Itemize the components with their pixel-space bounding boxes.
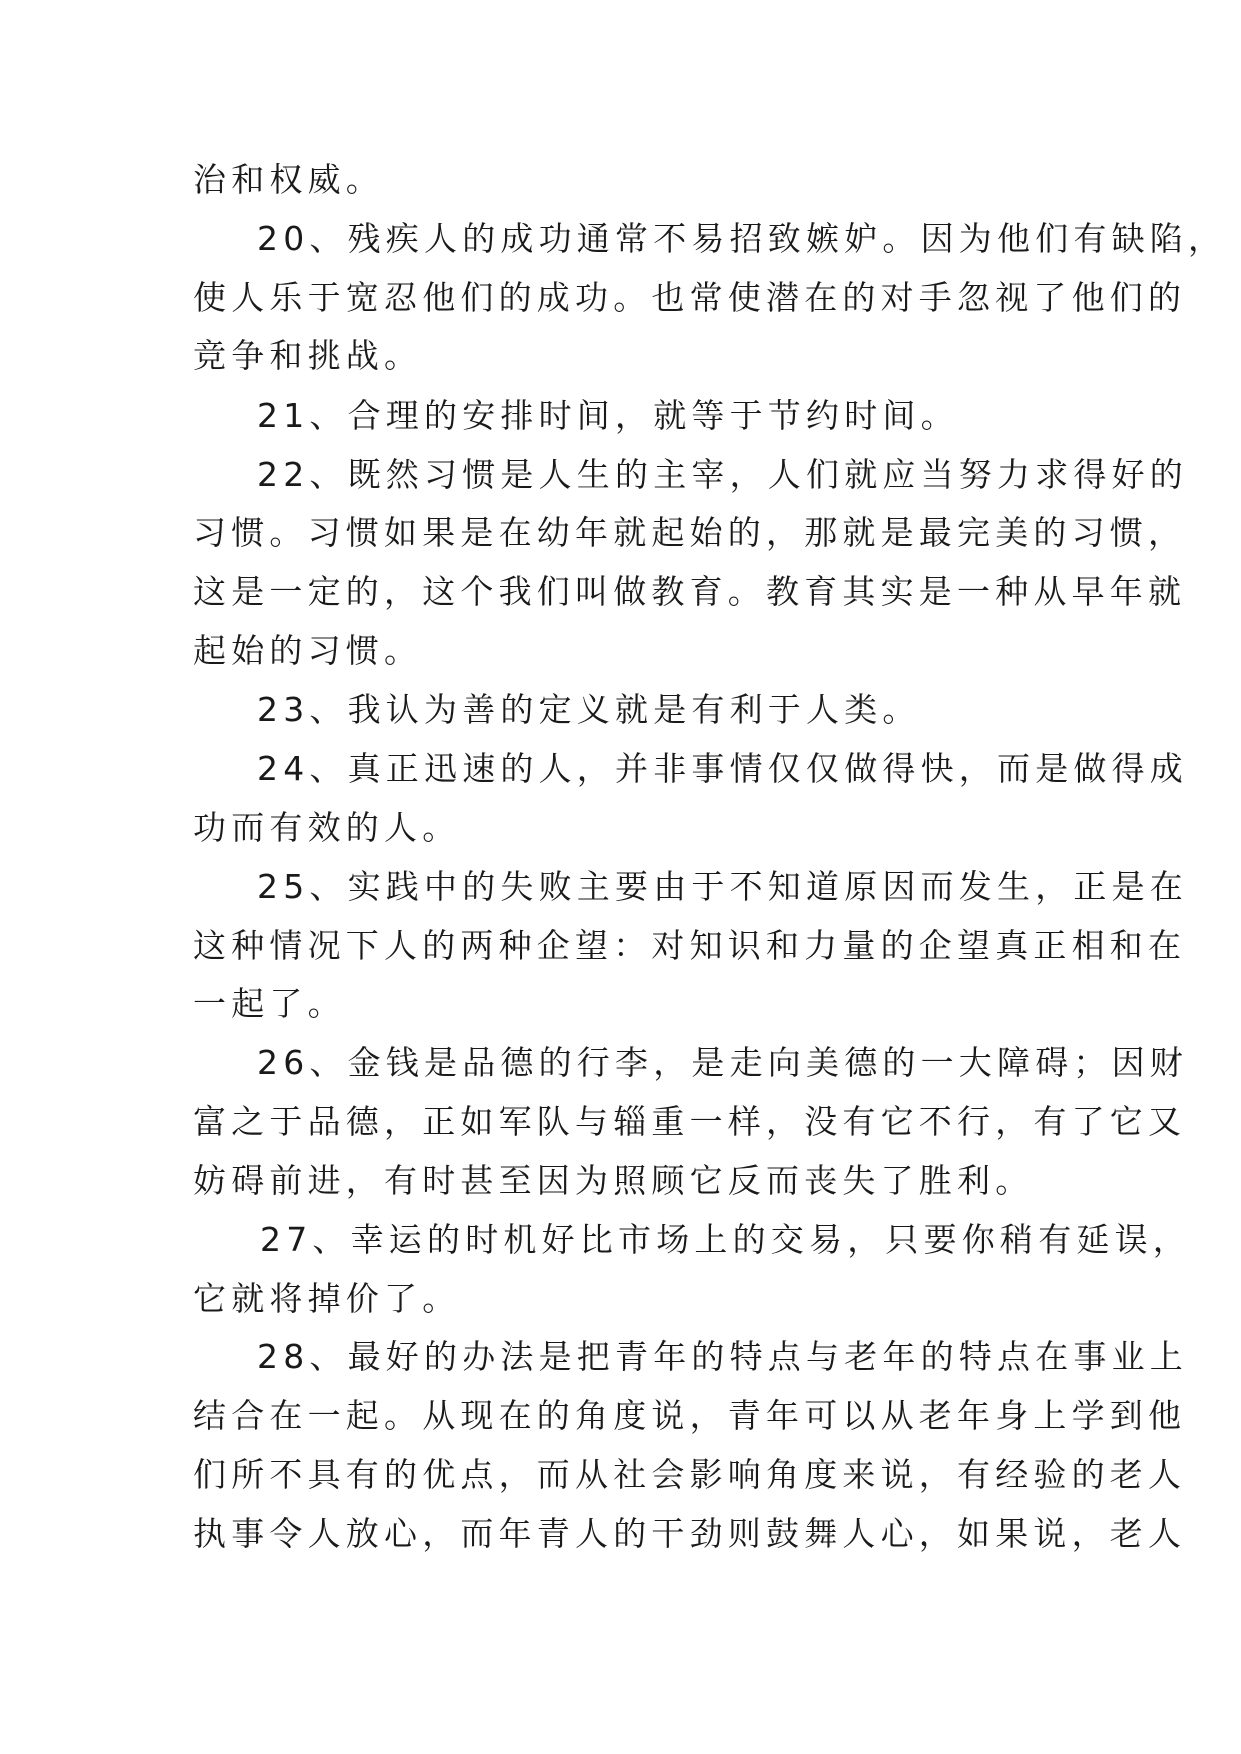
text-line: 妨碍前进，有时甚至因为照顾它反而丧失了胜利。 [193,1161,1034,1200]
paragraph-start-25: 25、实践中的失败主要由于不知道原因而发生，正是在 [257,867,1188,906]
text-line: 使人乐于宽忍他们的成功。也常使潜在的对手忽视了他们的 [193,278,1187,317]
text-line: 起始的习惯。 [193,631,423,670]
paragraph-start-28: 28、最好的办法是把青年的特点与老年的特点在事业上 [257,1337,1188,1376]
text-line: 功而有效的人。 [193,808,461,847]
paragraph-start-27: 27、幸运的时机好比市场上的交易，只要你稍有延误， [260,1220,1191,1259]
text-line: 结合在一起。从现在的角度说，青年可以从老年身上学到他 [193,1396,1187,1435]
text-line: 竞争和挑战。 [193,336,423,375]
text-line: 治和权威。 [193,160,384,199]
text-line: 它就将掉价了。 [193,1279,461,1318]
text-line: 一起了。 [193,984,346,1023]
paragraph-start-20: 20、残疾人的成功通常不易招致嫉妒。因为他们有缺陷， [257,219,1227,258]
text-line: 们所不具有的优点，而从社会影响角度来说，有经验的老人 [193,1455,1187,1494]
paragraph-start-23: 23、我认为善的定义就是有利于人类。 [257,690,921,729]
text-line: 这是一定的，这个我们叫做教育。教育其实是一种从早年就 [193,572,1187,611]
paragraph-start-22: 22、既然习惯是人生的主宰，人们就应当努力求得好的 [257,455,1188,494]
text-line: 这种情况下人的两种企望：对知识和力量的企望真正相和在 [193,926,1187,965]
text-line: 执事令人放心，而年青人的干劲则鼓舞人心，如果说，老人 [193,1514,1187,1553]
text-line: 习惯。习惯如果是在幼年就起始的，那就是最完美的习惯， [193,513,1187,552]
paragraph-start-24: 24、真正迅速的人，并非事情仅仅做得快，而是做得成 [257,749,1188,788]
paragraph-start-26: 26、金钱是品德的行李，是走向美德的一大障碍；因财 [257,1043,1188,1082]
text-line: 富之于品德，正如军队与辎重一样，没有它不行，有了它又 [193,1102,1187,1141]
paragraph-start-21: 21、合理的安排时间，就等于节约时间。 [257,396,959,435]
